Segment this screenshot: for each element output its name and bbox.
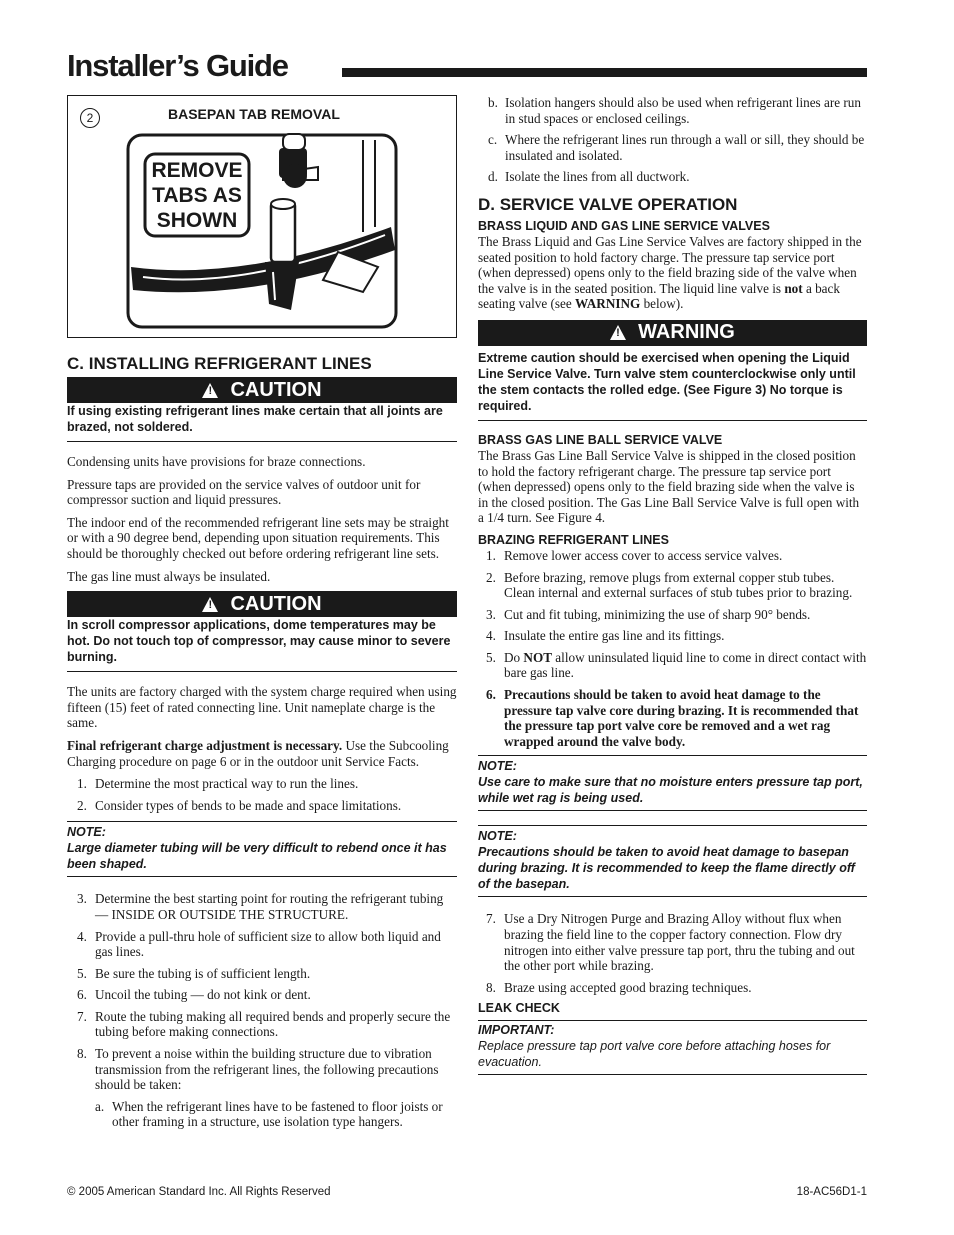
important-box (478, 1020, 867, 1075)
note-text: Large diameter tubing will be very difficult to rebend once it has been shaped. (67, 841, 447, 872)
item-text: Before brazing, remove plugs from external copper stub tubes. Clean internal and external surfaces of stub tubes prior to brazing. (504, 569, 853, 601)
subhead-brazing: BRAZING REFRIGERANT LINES (478, 532, 669, 547)
caution-text-2: In scroll compressor applications, dome temperatures may be hot. Do not touch top of compressor, may cause minor to severe burning. (67, 617, 457, 672)
steps-list-1 (67, 776, 457, 813)
list-item (476, 628, 867, 644)
paragraph: Condensing units have provisions for braze connections. (67, 454, 366, 469)
item-number: 7. (486, 911, 496, 927)
list-item (67, 929, 457, 960)
list-item (460, 169, 867, 185)
bold-text: not (784, 280, 803, 296)
item-number: 3. (486, 606, 496, 622)
title-rule (342, 68, 867, 77)
text: allow uninsulated liquid line to come in direct contact with bare gas line. (504, 649, 867, 681)
routing-steps (67, 891, 457, 1130)
note-text: Precautions should be taken to avoid heat damage to basepan during brazing. It is recommended to keep the flame directly off of the basepan. (478, 845, 855, 892)
warning-label: WARNING (638, 321, 735, 344)
caution-banner-1 (67, 377, 457, 403)
item-text: To prevent a noise within the building structure due to vibration transmission from the refrigerant lines, the following precautions should be taken: (95, 1046, 439, 1093)
paragraph (478, 234, 867, 312)
warning-triangle-icon: ! (202, 383, 218, 398)
item-text: Braze using accepted good brazing techniques. (504, 979, 752, 995)
item-text: Use a Dry Nitrogen Purge and Brazing Alloy without flux when brazing the field line to the copper factory connection. Flow dry nitrogen into either valve pressure tap port, thru the tubing and out the other port while brazing. (504, 911, 855, 974)
caution-banner-2 (67, 591, 457, 617)
steps-list-2 (67, 891, 457, 1093)
text: a back seating valve (see (478, 280, 840, 312)
important-text: Replace pressure tap port valve core before attaching hoses for evacuation. (478, 1039, 831, 1070)
list-item (67, 798, 457, 814)
list-item (476, 570, 867, 601)
paragraph (67, 738, 457, 769)
list-item (476, 980, 867, 996)
figure-label-line-1: REMOVE (151, 159, 243, 182)
text: The Brass Liquid and Gas Line Service Valves are factory shipped in the seated position to hold factory charge. The pressure tap service port (when depressed) opens only to the field brazing side of the valve when the valve is in the seated position. The liquid line valve is (478, 233, 862, 296)
figure-title: BASEPAN TAB REMOVAL (168, 106, 340, 122)
ball-valve-body (478, 448, 867, 526)
note-box-2 (478, 825, 867, 897)
section-c-body (67, 454, 457, 584)
item-number: 5. (486, 649, 496, 665)
bold-text: NOT (523, 649, 552, 665)
item-number: 5. (77, 965, 87, 981)
list-item (67, 966, 457, 982)
right-column (478, 95, 867, 1075)
document-code: 18-AC56D1-1 (796, 1186, 867, 1198)
item-letter: b. (488, 95, 498, 110)
brazing-steps-2 (476, 911, 867, 995)
item-text: Consider types of bends to be made and space limitations. (95, 797, 402, 813)
section-d-heading: D. SERVICE VALVE OPERATION (478, 194, 738, 214)
left-column (67, 95, 457, 1136)
right-sub-list (478, 95, 867, 185)
list-item (67, 1099, 457, 1130)
item-number: 6. (77, 987, 87, 1003)
bold-text: Precautions should be taken to avoid heat damage to the pressure tap valve core during brazing. It is recommended that the pressure tap port valve core be removed and a wet rag wrapped around the valve body. (504, 687, 859, 749)
figure-label-line-2: TABS AS (152, 184, 242, 207)
list-item (476, 607, 867, 623)
warning-triangle-icon: ! (202, 597, 218, 612)
item-letter: c. (488, 132, 498, 148)
note-box (67, 821, 457, 877)
figure-number: 2 (80, 108, 100, 128)
item-text: Determine the most practical way to run the lines. (95, 776, 359, 792)
brazing-body (478, 548, 867, 750)
text: below). (640, 296, 684, 312)
item-letter: a. (95, 1098, 105, 1114)
paragraph: The units are factory charged with the system charge required when using fifteen (15) feet of rated connecting line. Unit nameplate charge is the same. (67, 684, 457, 731)
note-label: NOTE: (478, 829, 517, 844)
warning-banner (478, 320, 867, 346)
note-text: Use care to make sure that no moisture enters pressure tap port, while wet rag is being used. (478, 775, 863, 806)
subhead-leak-check: LEAK CHECK (478, 1001, 560, 1016)
note-label: NOTE: (67, 825, 106, 840)
item-text: Isolate the lines from all ductwork. (505, 169, 690, 185)
item-number: 2. (486, 569, 496, 585)
list-item (476, 650, 867, 681)
text: Do (504, 649, 524, 665)
charge-section (67, 684, 457, 813)
list-item (460, 132, 867, 163)
item-text: Route the tubing making all required bends and properly secure the tubing before making connections. (95, 1008, 451, 1040)
list-item (460, 95, 867, 126)
brass-valves-body (478, 234, 867, 312)
basepan-illustration (123, 132, 413, 332)
item-text: When the refrigerant lines have to be fastened to floor joists or other framing in a structure, use isolation type hangers. (112, 1098, 443, 1130)
item-number: 1. (77, 776, 87, 792)
figure-label-line-3: SHOWN (156, 209, 238, 232)
text: Use the Subcooling Charging procedure on page 6 or in the outdoor unit Service Facts. (67, 737, 449, 769)
item-text: Remove lower access cover to access service valves. (504, 547, 783, 563)
paragraph: The Brass Gas Line Ball Service Valve is shipped in the closed position to hold the factory refrigerant charge. The pressure tap service port (when depressed) opens only to the field brazing side when the valve is in the closed position. The Gas Line Ball Service Valve is full open with a 1/4 turn. See Figure 4. (478, 447, 860, 526)
note-box-1 (478, 755, 867, 811)
item-text: Be sure the tubing is of sufficient length. (95, 965, 311, 981)
item-number: 8. (77, 1046, 87, 1062)
section-c-heading: C. INSTALLING REFRIGERANT LINES (67, 354, 372, 373)
item-number: 8. (486, 979, 496, 995)
paragraph: The indoor end of the recommended refrigerant line sets may be straight or with a 90 degree bend, depending upon situation requirements. This should be thoroughly checked out before ordering refrigerant line sets. (67, 514, 449, 561)
caution-label-2: CAUTION (230, 592, 322, 615)
list-item (67, 1009, 457, 1040)
item-number: 4. (77, 928, 87, 944)
warning-triangle-icon: ! (610, 325, 626, 340)
bold-text: Final refrigerant charge adjustment is necessary. (67, 737, 343, 753)
caution-label-1: CAUTION (230, 378, 322, 401)
item-number: 7. (77, 1008, 87, 1024)
brazing-steps (476, 548, 867, 750)
item-number: 4. (486, 628, 496, 644)
list-item (67, 987, 457, 1003)
item-text: Where the refrigerant lines run through a wall or sill, they should be insulated and isolated. (505, 132, 865, 163)
warning-text: Extreme caution should be exercised when opening the Liquid Line Service Valve. Turn valve stem counterclockwise only until the stem contacts the rolled edge. (See Figure 3) No torque is required. (478, 350, 867, 421)
item-text: Insulate the entire gas line and its fittings. (504, 628, 725, 644)
figure-2 (67, 95, 457, 338)
copyright: © 2005 American Standard Inc. All Rights Reserved (67, 1186, 331, 1198)
list-item (476, 911, 867, 973)
sub-list-bcd (460, 95, 867, 185)
paragraph: The gas line must always be insulated. (67, 568, 271, 584)
subhead-ball-valve: BRASS GAS LINE BALL SERVICE VALVE (478, 432, 723, 447)
item-text: Isolation hangers should also be used when refrigerant lines are run in stud spaces or enclosed ceilings. (505, 95, 861, 126)
item-number: 3. (77, 891, 87, 907)
list-item (67, 1046, 457, 1093)
item-text: Uncoil the tubing — do not kink or dent. (95, 987, 311, 1003)
item-text: Cut and fit tubing, minimizing the use of sharp 90° bends. (504, 606, 811, 622)
caution-text-1: If using existing refrigerant lines make certain that all joints are brazed, not soldered. (67, 403, 457, 442)
sub-list-a (67, 1099, 457, 1130)
subhead-brass-valves: BRASS LIQUID AND GAS LINE SERVICE VALVES (478, 218, 770, 233)
bold-text: WARNING (575, 296, 641, 312)
item-text: Determine the best starting point for routing the refrigerant tubing — INSIDE OR OUTSIDE THE STRUCTURE. (95, 891, 444, 922)
list-item (476, 687, 867, 749)
list-item (67, 891, 457, 922)
brazing-steps-2-wrap (478, 911, 867, 995)
item-letter: d. (488, 169, 498, 185)
item-text: Provide a pull-thru hole of sufficient size to allow both liquid and gas lines. (95, 928, 441, 960)
note-label: NOTE: (478, 759, 517, 774)
list-item (67, 776, 457, 792)
important-label: IMPORTANT: (478, 1023, 555, 1038)
page-title: Installer’s Guide (67, 48, 288, 83)
paragraph: Pressure taps are provided on the service valves of outdoor unit for compressor suction and liquid pressures. (67, 476, 421, 508)
item-number: 2. (77, 797, 87, 813)
list-item (476, 548, 867, 564)
item-number: 6. (486, 687, 496, 703)
item-number: 1. (486, 547, 496, 563)
